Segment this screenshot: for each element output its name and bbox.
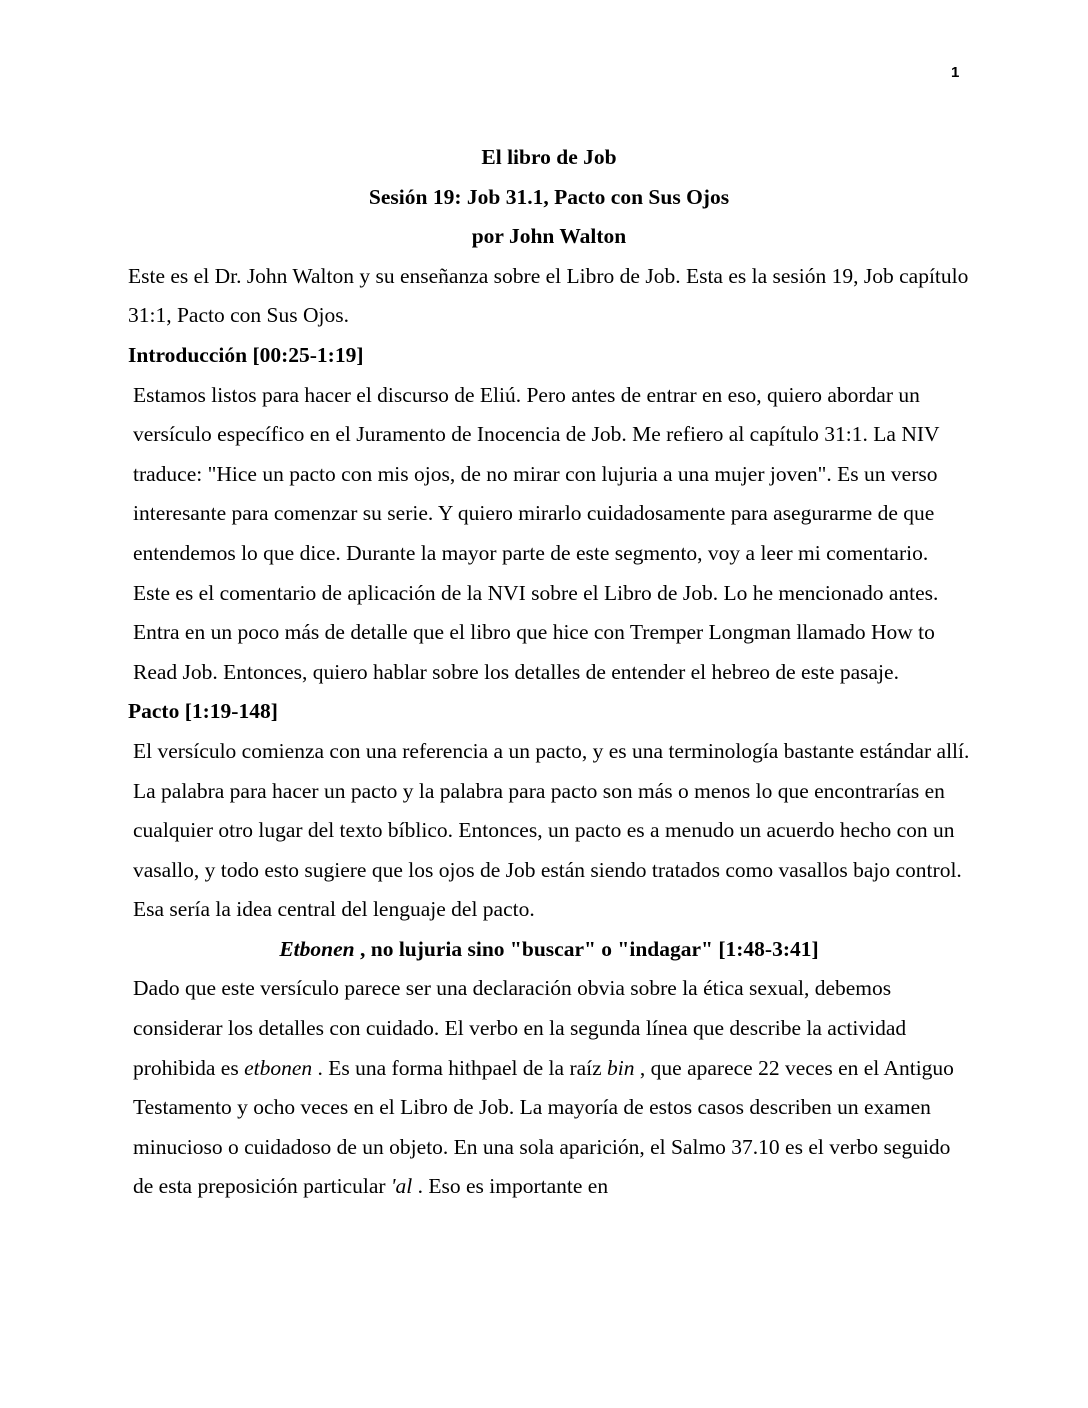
body-text-4: . Eso es importante en [412,1174,609,1199]
page-number: 1 [951,64,960,81]
heading-rest: , no lujuria sino "buscar" o "indagar" [1:48-3:41] [354,936,819,961]
section-heading-pacto: Pacto [1:19-148] [128,699,278,724]
section-body-introduccion: Estamos listos para hacer el discurso de Eliú. Pero antes de entrar en eso, quiero abordar un versículo específico en el Juramento de Inocencia de Job. Me refiero al capítulo 31:1. La NIV traduce: "Hice un pacto con mis ojos, de no mirar con lujuria a una mujer joven". Es un verso interesante para comenzar su serie. Y quiero mirarlo cuidadosamente para asegurarme de que entendemos lo que dice. Durante la mayor parte de este segmento, voy a leer mi comentario. Este es el comentario de aplicación de la NVI sobre el Libro de Job. Lo he mencionado antes. Entra en un poco más de detalle que el libro que hice con Tremper Longman llamado How to Read Job. Entonces, quiero hablar sobre los detalles de entender el hebreo de este pasaje. [133,382,940,684]
italic-term-etbonen: etbonen [244,1055,313,1080]
document-title: El libro de Job [481,145,617,169]
section-body-pacto: El versículo comienza con una referencia a un pacto, y es una terminología bastante estándar allí. La palabra para hacer un pacto y la palabra para pacto son más o menos lo que encontrarías en cualquier otro lugar del texto bíblico. Entonces, un pacto es a menudo un acuerdo hecho con un vasallo, y todo esto sugiere que los ojos de Job están siendo tratados como vasallos bajo control. Esa sería la idea central del lenguaje del pacto. [133,738,970,922]
section-heading-introduccion: Introducción [00:25-1:19] [128,342,364,367]
section-body-etbonen [128,969,970,1207]
section-heading-etbonen [128,930,970,970]
body-text-2: . Es una forma hithpael de la raíz [312,1055,608,1080]
document-content [128,138,970,1207]
intro-paragraph: Este es el Dr. John Walton y su enseñanza sobre el Libro de Job. Esta es la sesión 19, Job capítulo 31:1, Pacto con Sus Ojos. [128,263,969,328]
body-text-1: Dado que este versículo parece ser una declaración obvia sobre la ética sexual, debemos considerar los detalles con cuidado. El verbo en la segunda línea que describe la actividad prohibida es [133,976,907,1080]
italic-term-al: 'al [390,1174,413,1199]
author-line: por John Walton [471,224,627,249]
body-text-3: , que aparece 22 veces en el Antiguo Testamento y ocho veces en el Libro de Job. La mayoría de estos casos describen un examen minucioso o cuidadoso de un objeto. En una sola aparición, el Salmo 37.10 es el verbo seguido de esta preposición particular [133,1055,954,1199]
session-title: Sesión 19: Job 31.1, Pacto con Sus Ojos [368,184,730,209]
italic-term-bin: bin [607,1055,635,1080]
heading-italic-term: Etbonen [279,936,355,961]
